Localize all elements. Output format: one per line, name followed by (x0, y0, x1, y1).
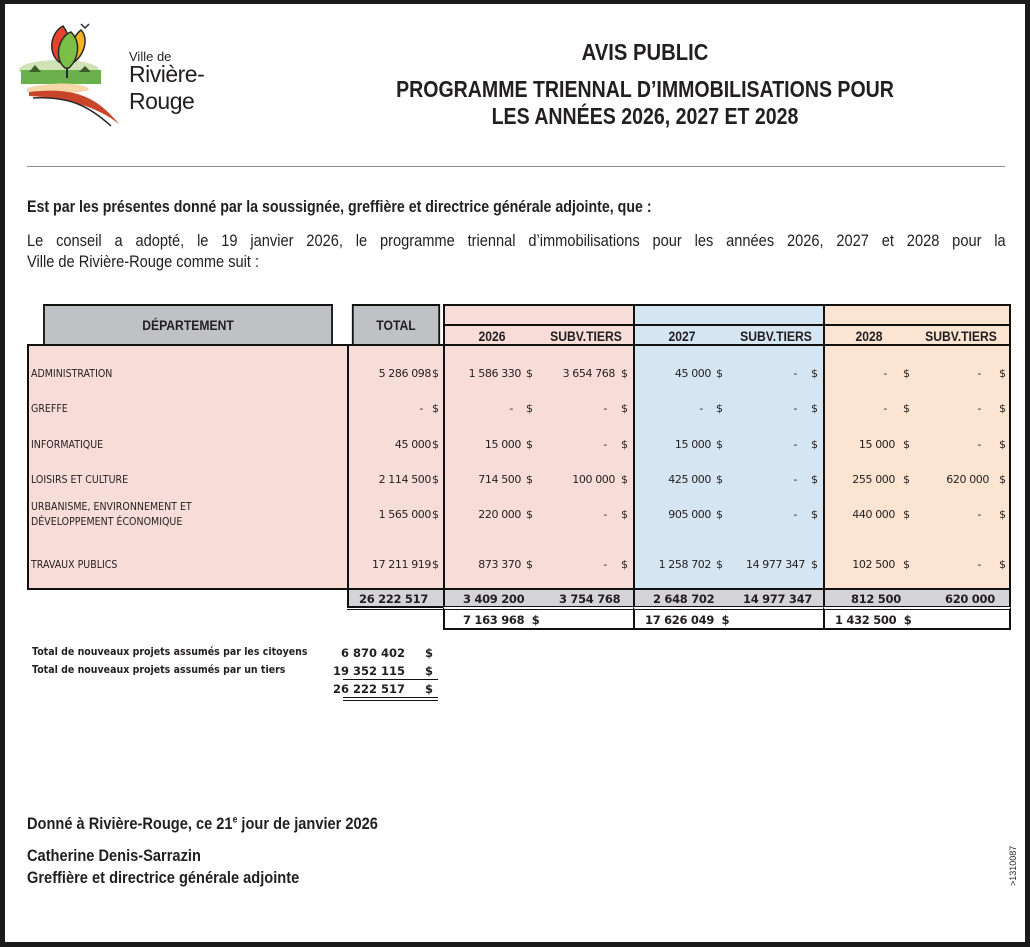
table-row-label: LOISIRS ET CULTURE (31, 473, 129, 486)
header-divider (27, 166, 1005, 167)
intro-statement: Est par les présentes donné par la soussignée, greffière et directrice générale adjointe, que : (27, 198, 652, 216)
intro-paragraph-line1: Le conseil a adopté, le 19 janvier 2026, le programme triennal d’immobilisations pour les années 2026, 2027 et 2028 pour la (27, 231, 1006, 250)
header-2027-top (633, 304, 825, 326)
table-cell-currency: $ (999, 438, 1006, 451)
header-year-2027: 2027 (668, 328, 696, 344)
header-total: TOTAL (352, 304, 440, 346)
currency-symbol: $ (531, 613, 540, 627)
summary-grand-total: 26 222 517 (332, 682, 405, 696)
table-row-label: GREFFE (31, 402, 68, 415)
logo-text-city-name: Rivière-Rouge (129, 61, 205, 114)
table-cell-value: - (509, 402, 513, 415)
table-cell-value: 45 000 (674, 367, 711, 380)
table-cell-value: - (603, 438, 607, 451)
table-cell-currency: $ (811, 367, 818, 380)
table-cell-currency: $ (716, 508, 723, 521)
table-row-label: TRAVAUX PUBLICS (31, 558, 118, 571)
table-cell-value: - (977, 402, 981, 415)
header-year-2028: 2028 (855, 328, 883, 344)
table-cell-currency: $ (716, 473, 723, 486)
table-cell-currency: $ (716, 558, 723, 571)
tulip-river-logo-icon (19, 22, 129, 132)
summary-grand-total-currency: $ (425, 682, 434, 696)
table-cell-currency: $ (432, 473, 439, 486)
table-cell-currency: $ (526, 558, 533, 571)
table-cell-value: 905 000 (668, 508, 711, 521)
table-cell-currency: $ (526, 402, 533, 415)
table-cell-currency: $ (526, 508, 533, 521)
table-cell-value: - (977, 508, 981, 521)
table-cell-currency: $ (526, 473, 533, 486)
table-cell-value: - (883, 367, 887, 380)
header-2028-top (823, 304, 1011, 326)
table-row-label (31, 499, 192, 529)
summary-third-party-label: Total de nouveaux projets assumés par un tiers (32, 664, 286, 676)
capital-program-table (27, 304, 1009, 634)
table-cell-currency: $ (903, 402, 910, 415)
table-cell-value: - (977, 558, 981, 571)
notice-subtitle (382, 76, 909, 130)
table-cell-currency: $ (621, 558, 628, 571)
reference-code: >1310087 (1008, 845, 1018, 886)
public-notice-page (5, 4, 1025, 942)
table-cell-currency: $ (526, 438, 533, 451)
summary-sum-rule (343, 679, 438, 680)
table-cell-currency: $ (432, 438, 439, 451)
currency-symbol: $ (903, 613, 912, 627)
table-cell-currency: $ (432, 558, 439, 571)
total-subv-2027: 14 977 347 (743, 592, 813, 606)
table-cell-currency: $ (811, 473, 818, 486)
summary-citizens-label: Total de nouveaux projets assumés par les citoyens (32, 646, 308, 658)
body-2028-box (823, 344, 1011, 590)
logo-text-ville-de: Ville de (129, 49, 172, 64)
table-cell-currency: $ (432, 402, 439, 415)
year-total-2028 (835, 613, 911, 627)
table-cell-currency: $ (811, 508, 818, 521)
table-row-label-line1: URBANISME, ENVIRONNEMENT ET (31, 500, 192, 513)
table-cell-currency: $ (811, 438, 818, 451)
city-logo (19, 22, 259, 132)
table-cell-value: - (419, 402, 423, 415)
table-cell-currency: $ (999, 402, 1006, 415)
table-cell-value: 102 500 (852, 558, 895, 571)
table-cell-value: 714 500 (478, 473, 521, 486)
given-at-statement (27, 814, 378, 834)
table-cell-value: - (793, 402, 797, 415)
table-cell-value: 100 000 (572, 473, 615, 486)
year-total-2026 (463, 613, 539, 627)
table-cell-currency: $ (811, 558, 818, 571)
summary-citizens-currency: $ (425, 646, 434, 660)
body-2027-box (633, 344, 825, 590)
table-row-label: ADMINISTRATION (31, 367, 113, 380)
table-cell-value: - (793, 473, 797, 486)
summary-third-party-value: 19 352 115 (332, 664, 405, 678)
table-cell-value: - (883, 402, 887, 415)
currency-symbol: $ (721, 613, 730, 627)
table-cell-value: - (977, 367, 981, 380)
table-cell-value: 5 286 098 (378, 367, 431, 380)
notice-subtitle-line2: LES ANNÉES 2026, 2027 ET 2028 (491, 103, 799, 129)
summary-citizens-value: 6 870 402 (340, 646, 405, 660)
year-total-2027-value: 17 626 049 (645, 613, 715, 627)
table-cell-currency: $ (999, 367, 1006, 380)
year-total-2028-value: 1 432 500 (835, 613, 897, 627)
table-cell-currency: $ (999, 473, 1006, 486)
intro-paragraph (27, 230, 1006, 272)
table-cell-currency: $ (716, 367, 723, 380)
signatory-role: Greffière et directrice générale adjointe (27, 868, 300, 887)
table-cell-value: 1 258 702 (658, 558, 711, 571)
table-cell-value: - (793, 367, 797, 380)
table-cell-value: 15 000 (484, 438, 521, 451)
table-cell-currency: $ (621, 508, 628, 521)
given-at-text: Donné à Rivière-Rouge, ce 21 (27, 814, 233, 833)
total-subv-2028: 620 000 (945, 592, 995, 606)
table-cell-value: - (793, 438, 797, 451)
body-2026-box (443, 344, 635, 590)
header-department: DÉPARTEMENT (43, 304, 333, 346)
header-subv-2026: SUBV.TIERS (550, 328, 622, 344)
notice-subtitle-line1: PROGRAMME TRIENNAL D’IMMOBILISATIONS POUR (396, 76, 894, 102)
table-cell-currency: $ (432, 508, 439, 521)
table-cell-value: 873 370 (478, 558, 521, 571)
table-cell-currency: $ (621, 367, 628, 380)
body-total-box (347, 344, 445, 590)
header-subv-2028: SUBV.TIERS (925, 328, 997, 344)
table-cell-value: 440 000 (852, 508, 895, 521)
table-cell-currency: $ (903, 438, 910, 451)
table-cell-currency: $ (999, 508, 1006, 521)
table-cell-value: - (603, 402, 607, 415)
table-cell-currency: $ (716, 438, 723, 451)
summary-third-party-currency: $ (425, 664, 434, 678)
table-cell-value: 14 977 347 (746, 558, 805, 571)
table-cell-value: 15 000 (674, 438, 711, 451)
intro-paragraph-line2: Ville de Rivière-Rouge comme suit : (27, 252, 260, 271)
table-cell-currency: $ (903, 508, 910, 521)
table-cell-currency: $ (621, 402, 628, 415)
table-cell-currency: $ (621, 473, 628, 486)
table-cell-value: - (603, 508, 607, 521)
table-row-label: INFORMATIQUE (31, 438, 104, 451)
table-cell-currency: $ (621, 438, 628, 451)
table-cell-value: 2 114 500 (378, 473, 431, 486)
table-cell-value: - (699, 402, 703, 415)
table-cell-value: - (977, 438, 981, 451)
total-2028: 812 500 (851, 592, 901, 606)
table-cell-value: 17 211 919 (372, 558, 431, 571)
given-at-rest: jour de janvier 2026 (237, 814, 378, 833)
table-cell-value: 255 000 (852, 473, 895, 486)
header-subv-2027: SUBV.TIERS (740, 328, 812, 344)
table-cell-currency: $ (903, 473, 910, 486)
table-cell-value: 620 000 (946, 473, 989, 486)
table-cell-value: - (793, 508, 797, 521)
notice-title: AVIS PUBLIC (581, 39, 709, 65)
table-cell-value: 1 586 330 (468, 367, 521, 380)
year-total-2026-value: 7 163 968 (463, 613, 525, 627)
header-2026-top (443, 304, 635, 326)
table-cell-currency: $ (903, 367, 910, 380)
table-cell-value: 1 565 000 (378, 508, 431, 521)
table-cell-value: - (603, 558, 607, 571)
table-cell-currency: $ (903, 558, 910, 571)
table-cell-currency: $ (432, 367, 439, 380)
total-2027: 2 648 702 (653, 592, 715, 606)
table-cell-currency: $ (526, 367, 533, 380)
table-cell-currency: $ (811, 402, 818, 415)
grand-total: 26 222 517 (359, 592, 429, 606)
table-cell-value: 425 000 (668, 473, 711, 486)
table-cell-value: 3 654 768 (562, 367, 615, 380)
header-year-2026: 2026 (478, 328, 506, 344)
year-total-2027 (645, 613, 729, 627)
total-double-rule (347, 606, 445, 610)
table-cell-value: 15 000 (858, 438, 895, 451)
table-row-label-line2: DÉVELOPPEMENT ÉCONOMIQUE (31, 515, 183, 528)
table-cell-value: 220 000 (478, 508, 521, 521)
given-at-superscript: e (232, 814, 238, 826)
total-2026: 3 409 200 (463, 592, 525, 606)
total-subv-2026: 3 754 768 (559, 592, 621, 606)
summary-double-rule (343, 697, 438, 701)
table-cell-currency: $ (716, 402, 723, 415)
table-cell-value: 45 000 (394, 438, 431, 451)
signatory-name: Catherine Denis-Sarrazin (27, 846, 201, 865)
table-cell-currency: $ (999, 558, 1006, 571)
